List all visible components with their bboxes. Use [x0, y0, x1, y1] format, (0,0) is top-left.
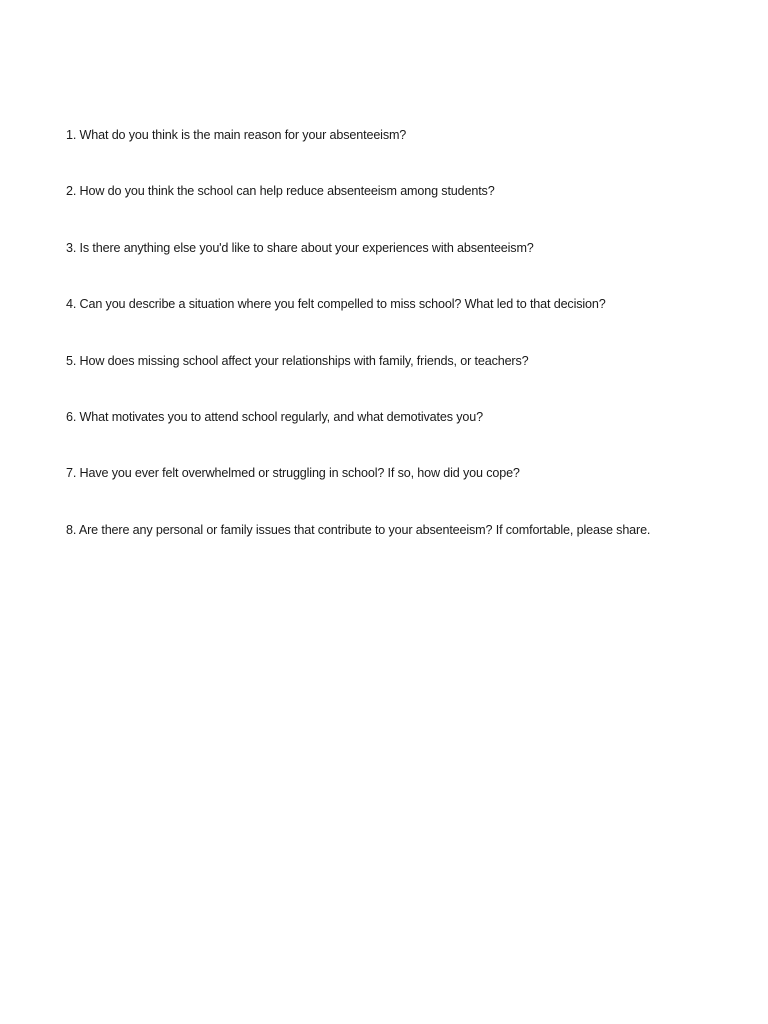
question-1: 1. What do you think is the main reason for your absenteeism?: [66, 128, 407, 142]
question-8: 8. Are there any personal or family issues that contribute to your absenteeism? If comfortable, please share.: [66, 522, 651, 537]
question-list: [66, 126, 746, 577]
question-2: 2. How do you think the school can help reduce absenteeism among students?: [66, 184, 495, 199]
question-7: 7. Have you ever felt overwhelmed or struggling in school? If so, how did you cope?: [66, 466, 520, 481]
question-4: 4. Can you describe a situation where you felt compelled to miss school? What led to that decision?: [66, 297, 606, 312]
question-5: 5. How does missing school affect your relationships with family, friends, or teachers?: [66, 353, 529, 368]
question-6: 6. What motivates you to attend school regularly, and what demotivates you?: [66, 409, 483, 424]
question-3: 3. Is there anything else you'd like to share about your experiences with absenteeism?: [66, 240, 534, 255]
